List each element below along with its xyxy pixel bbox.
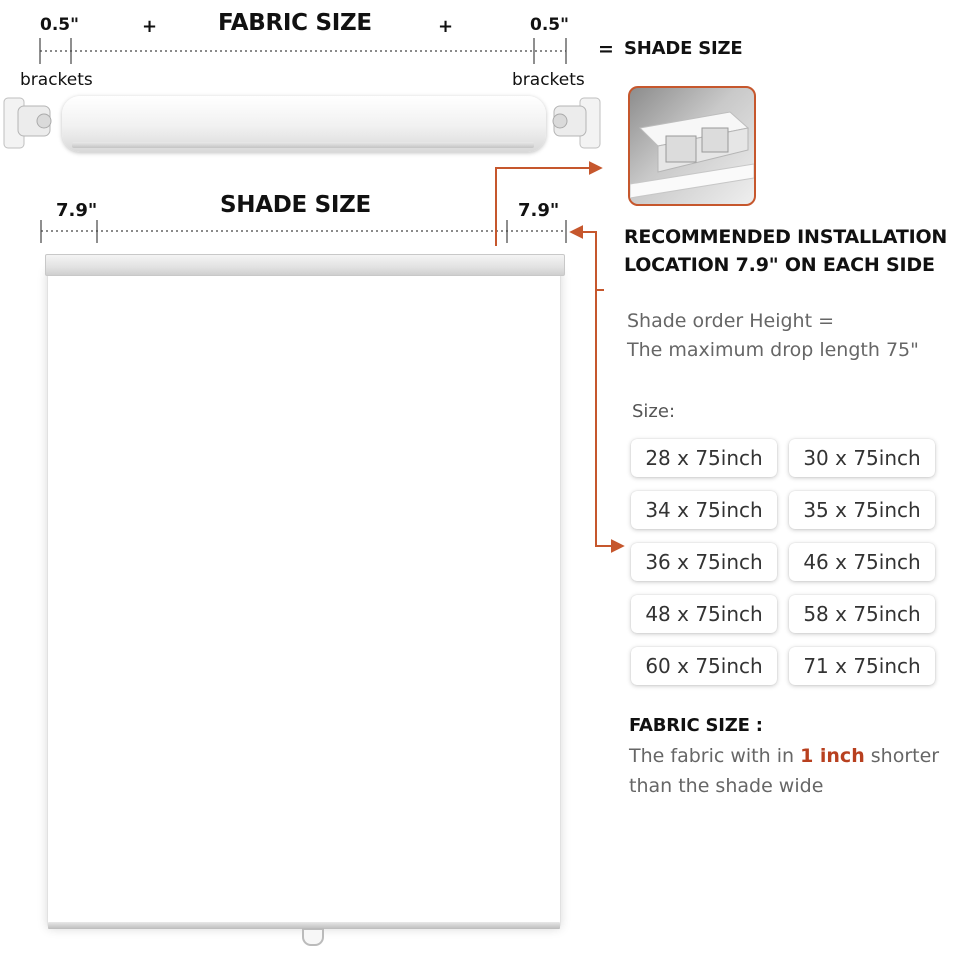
fabric-note-suffix: shorter [864, 745, 940, 767]
shade-fabric [48, 268, 560, 926]
fabric-size-note-title: FABRIC SIZE : [629, 715, 763, 736]
left-bracket-icon [4, 98, 51, 148]
right-offset-label: 7.9" [518, 200, 560, 221]
left-brackets-label: brackets [20, 70, 93, 90]
shade-size-result: SHADE SIZE [624, 38, 743, 59]
size-option-30x75[interactable]: 30 x 75inch [789, 439, 935, 477]
size-option-46x75[interactable]: 46 x 75inch [789, 543, 935, 581]
fabric-note-highlight: 1 inch [800, 745, 865, 767]
size-option-28x75[interactable]: 28 x 75inch [631, 439, 777, 477]
size-option-71x75[interactable]: 71 x 75inch [789, 647, 935, 685]
equals-sign: = [598, 38, 614, 60]
pull-ring-icon [302, 928, 324, 946]
bracket-detail-photo [628, 86, 756, 206]
bracket-detail-drawing [630, 88, 754, 204]
fabric-size-label: FABRIC SIZE [218, 10, 372, 36]
size-options-grid [631, 439, 939, 689]
size-option-48x75[interactable]: 48 x 75inch [631, 595, 777, 633]
fabric-size-note-line1 [629, 745, 939, 767]
shade-size-label: SHADE SIZE [220, 192, 371, 218]
headrail [45, 254, 565, 276]
roller-rail [72, 142, 534, 148]
size-option-34x75[interactable]: 34 x 75inch [631, 491, 777, 529]
arrow-to-size-list [596, 290, 622, 546]
size-option-35x75[interactable]: 35 x 75inch [789, 491, 935, 529]
mid-dimension-line [41, 220, 566, 243]
right-brackets-label: brackets [512, 70, 585, 90]
height-note-value: 75" [885, 339, 919, 361]
height-note-line2 [627, 339, 919, 361]
size-option-60x75[interactable]: 60 x 75inch [631, 647, 777, 685]
size-label: Size: [632, 401, 676, 422]
left-offset-label: 7.9" [56, 200, 98, 221]
height-note-line1: Shade order Height = [627, 310, 835, 332]
arrow-to-install-location [572, 232, 604, 290]
right-bracket-size: 0.5" [530, 15, 569, 35]
left-bracket-size: 0.5" [40, 15, 79, 35]
fabric-size-note-line2: than the shade wide [629, 775, 824, 797]
right-bracket-icon [553, 98, 600, 148]
plus-sign-right: + [438, 16, 454, 37]
install-heading-line2: LOCATION 7.9" ON EACH SIDE [624, 254, 935, 276]
install-heading-line1: RECOMMENDED INSTALLATION [624, 226, 948, 248]
size-option-58x75[interactable]: 58 x 75inch [789, 595, 935, 633]
plus-sign-left: + [142, 16, 158, 37]
arrow-to-bracket-detail [496, 168, 600, 246]
top-dimension-line [40, 38, 566, 64]
size-option-36x75[interactable]: 36 x 75inch [631, 543, 777, 581]
fabric-note-prefix: The fabric with in [629, 745, 801, 767]
height-note-prefix: The maximum drop length [627, 339, 886, 361]
